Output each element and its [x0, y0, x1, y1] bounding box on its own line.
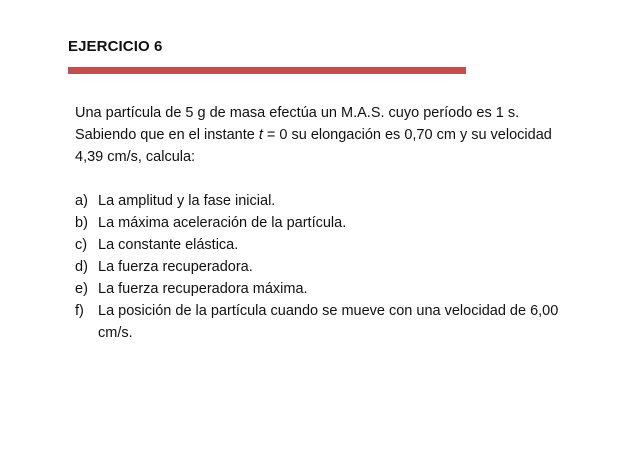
question-text: La posición de la partícula cuando se mueve con una velocidad de 6,00 cm/s.	[98, 303, 559, 341]
question-text: La amplitud y la fase inicial.	[98, 193, 276, 209]
question-text: La fuerza recuperadora máxima.	[98, 281, 308, 297]
statement-part-1: Una partícula de 5 g de masa efectúa un M.A.S. cuyo período es 1 s. Sabiendo que en el instante	[75, 105, 520, 143]
question-letter: c)	[75, 237, 88, 253]
exercise-content	[75, 102, 575, 344]
question-item	[75, 256, 575, 278]
question-letter: b)	[75, 215, 88, 231]
statement-variable: t	[258, 127, 263, 143]
exercise-statement	[75, 102, 575, 168]
question-item	[75, 190, 575, 212]
slide-title: EJERCICIO 6	[68, 38, 163, 55]
question-item	[75, 234, 575, 256]
question-item	[75, 212, 575, 234]
question-text: La máxima aceleración de la partícula.	[98, 215, 347, 231]
question-item	[75, 300, 575, 344]
title-accent-bar	[68, 67, 466, 74]
question-letter: f)	[75, 303, 84, 319]
question-letter: a)	[75, 193, 88, 209]
question-text: La fuerza recuperadora.	[98, 259, 253, 275]
question-item	[75, 278, 575, 300]
question-letter: e)	[75, 281, 88, 297]
question-text: La constante elástica.	[98, 237, 239, 253]
question-letter: d)	[75, 259, 88, 275]
question-list	[75, 190, 575, 344]
statement-part-2: = 0 su elongación es 0,70 cm y su velocidad 4,39 cm/s, calcula:	[75, 127, 552, 165]
